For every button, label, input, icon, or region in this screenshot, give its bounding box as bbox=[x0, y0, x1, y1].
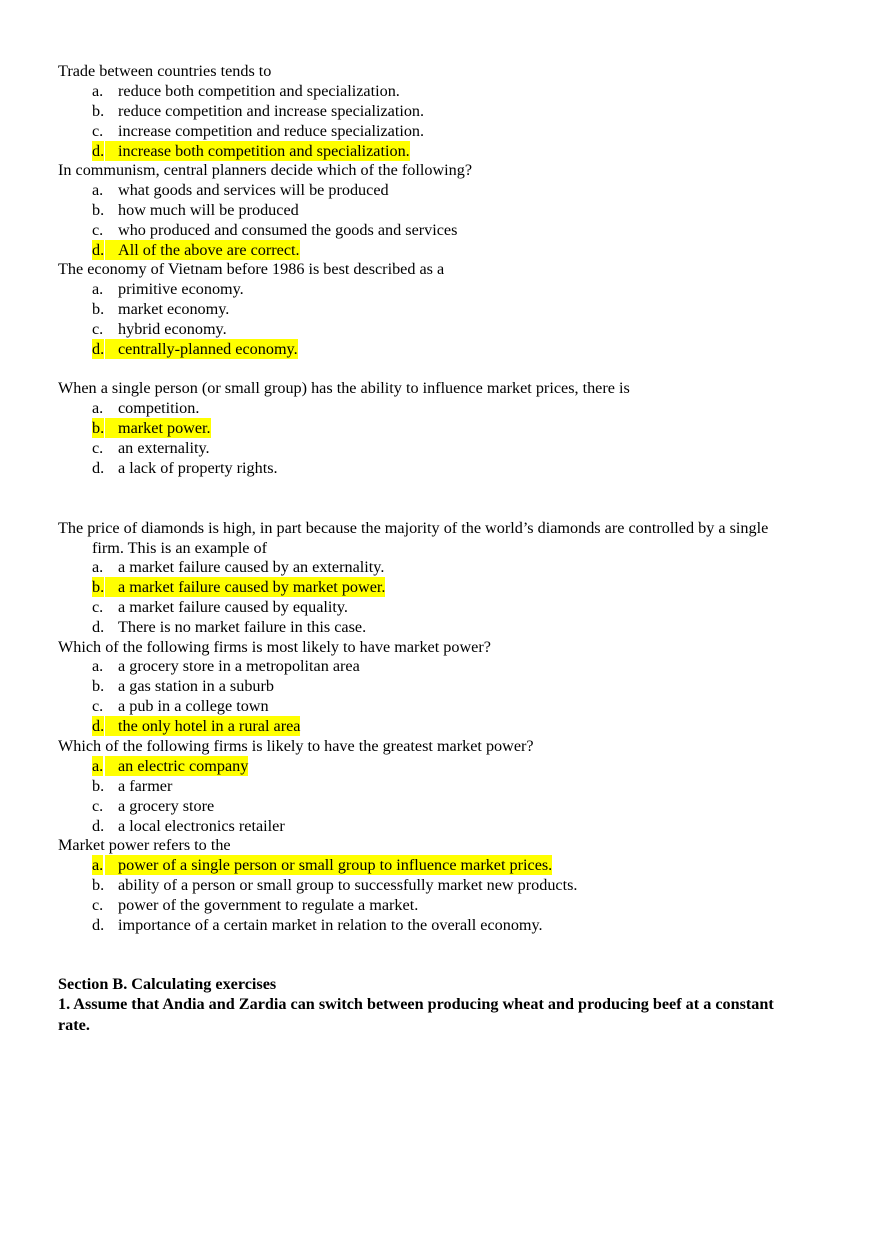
option-label: d. bbox=[92, 459, 105, 477]
option-label: b. bbox=[92, 300, 105, 318]
option-text: There is no market failure in this case. bbox=[118, 618, 367, 636]
question-stem: The price of diamonds is high, in part because the majority of the world’s diamonds are controlled by a single bbox=[58, 519, 769, 537]
option-label: b. bbox=[92, 102, 105, 120]
option-label: c. bbox=[92, 896, 104, 914]
option-text: a grocery store in a metropolitan area bbox=[118, 657, 360, 675]
option-label: c. bbox=[92, 797, 104, 815]
option-label: a. bbox=[92, 657, 104, 675]
option-text: a market failure caused by equality. bbox=[118, 598, 348, 616]
option-label: a. bbox=[92, 399, 104, 417]
question-stem-continued: firm. This is an example of bbox=[92, 539, 268, 557]
option-text: market economy. bbox=[118, 300, 230, 318]
option-label: d. bbox=[92, 916, 105, 934]
option-label: c. bbox=[92, 697, 104, 715]
option-label-highlighted: a. bbox=[92, 856, 104, 874]
question-stem: Trade between countries tends to bbox=[58, 62, 272, 80]
option-label: b. bbox=[92, 201, 105, 219]
option-label: a. bbox=[92, 280, 104, 298]
option-text: a farmer bbox=[118, 777, 173, 795]
option-text: a market failure caused by an externality. bbox=[118, 558, 385, 576]
question-stem: The economy of Vietnam before 1986 is best described as a bbox=[58, 260, 445, 278]
option-label-highlighted: b. bbox=[92, 578, 105, 596]
answer-highlight: market power. bbox=[105, 418, 211, 438]
option-text: hybrid economy. bbox=[118, 320, 227, 338]
option-text: a local electronics retailer bbox=[118, 817, 285, 835]
option-label: c. bbox=[92, 320, 104, 338]
answer-highlight: All of the above are correct. bbox=[105, 240, 300, 260]
option-label: c. bbox=[92, 439, 104, 457]
option-text: a pub in a college town bbox=[118, 697, 269, 715]
option-label: d. bbox=[92, 817, 105, 835]
option-text: who produced and consumed the goods and services bbox=[118, 221, 458, 239]
option-label: c. bbox=[92, 221, 104, 239]
option-label: c. bbox=[92, 598, 104, 616]
question-stem: Which of the following firms is likely to have the greatest market power? bbox=[58, 737, 534, 755]
option-text: importance of a certain market in relation to the overall economy. bbox=[118, 916, 543, 934]
answer-highlight: an electric company bbox=[105, 756, 248, 776]
option-text: power of the government to regulate a market. bbox=[118, 896, 419, 914]
answer-highlight: the only hotel in a rural area bbox=[105, 716, 300, 736]
option-label-highlighted: a. bbox=[92, 757, 104, 775]
option-label-highlighted: d. bbox=[92, 717, 105, 735]
option-text: increase competition and reduce specialization. bbox=[118, 122, 425, 140]
option-label: b. bbox=[92, 677, 105, 695]
exercise-text-continued: rate. bbox=[58, 1016, 90, 1034]
option-text: ability of a person or small group to successfully market new products. bbox=[118, 876, 578, 894]
answer-highlight: centrally-planned economy. bbox=[105, 339, 298, 359]
option-label: d. bbox=[92, 618, 105, 636]
option-text: a lack of property rights. bbox=[118, 459, 278, 477]
option-text: how much will be produced bbox=[118, 201, 299, 219]
answer-highlight: increase both competition and specialization. bbox=[105, 141, 410, 161]
exercise-text: 1. Assume that Andia and Zardia can switch between producing wheat and producing beef at a constant bbox=[58, 995, 774, 1013]
question-stem: When a single person (or small group) has the ability to influence market prices, there is bbox=[58, 379, 630, 397]
option-text: an externality. bbox=[118, 439, 210, 457]
option-label-highlighted: b. bbox=[92, 419, 105, 437]
option-label: a. bbox=[92, 82, 104, 100]
section-heading: Section B. Calculating exercises bbox=[58, 975, 277, 993]
question-stem: In communism, central planners decide which of the following? bbox=[58, 161, 473, 179]
option-text: reduce both competition and specialization. bbox=[118, 82, 400, 100]
option-label-highlighted: d. bbox=[92, 241, 105, 259]
option-label: a. bbox=[92, 181, 104, 199]
option-label: c. bbox=[92, 122, 104, 140]
option-text: reduce competition and increase specialization. bbox=[118, 102, 425, 120]
question-stem: Market power refers to the bbox=[58, 836, 231, 854]
answer-highlight: a market failure caused by market power. bbox=[105, 577, 385, 597]
option-label: a. bbox=[92, 558, 104, 576]
answer-highlight: power of a single person or small group to influence market prices. bbox=[105, 855, 552, 875]
option-text: a grocery store bbox=[118, 797, 215, 815]
option-text: competition. bbox=[118, 399, 200, 417]
option-label: b. bbox=[92, 777, 105, 795]
option-text: a gas station in a suburb bbox=[118, 677, 275, 695]
option-label: b. bbox=[92, 876, 105, 894]
option-label-highlighted: d. bbox=[92, 142, 105, 160]
option-text: primitive economy. bbox=[118, 280, 244, 298]
option-label-highlighted: d. bbox=[92, 340, 105, 358]
option-text: what goods and services will be produced bbox=[118, 181, 389, 199]
question-stem: Which of the following firms is most likely to have market power? bbox=[58, 638, 491, 656]
